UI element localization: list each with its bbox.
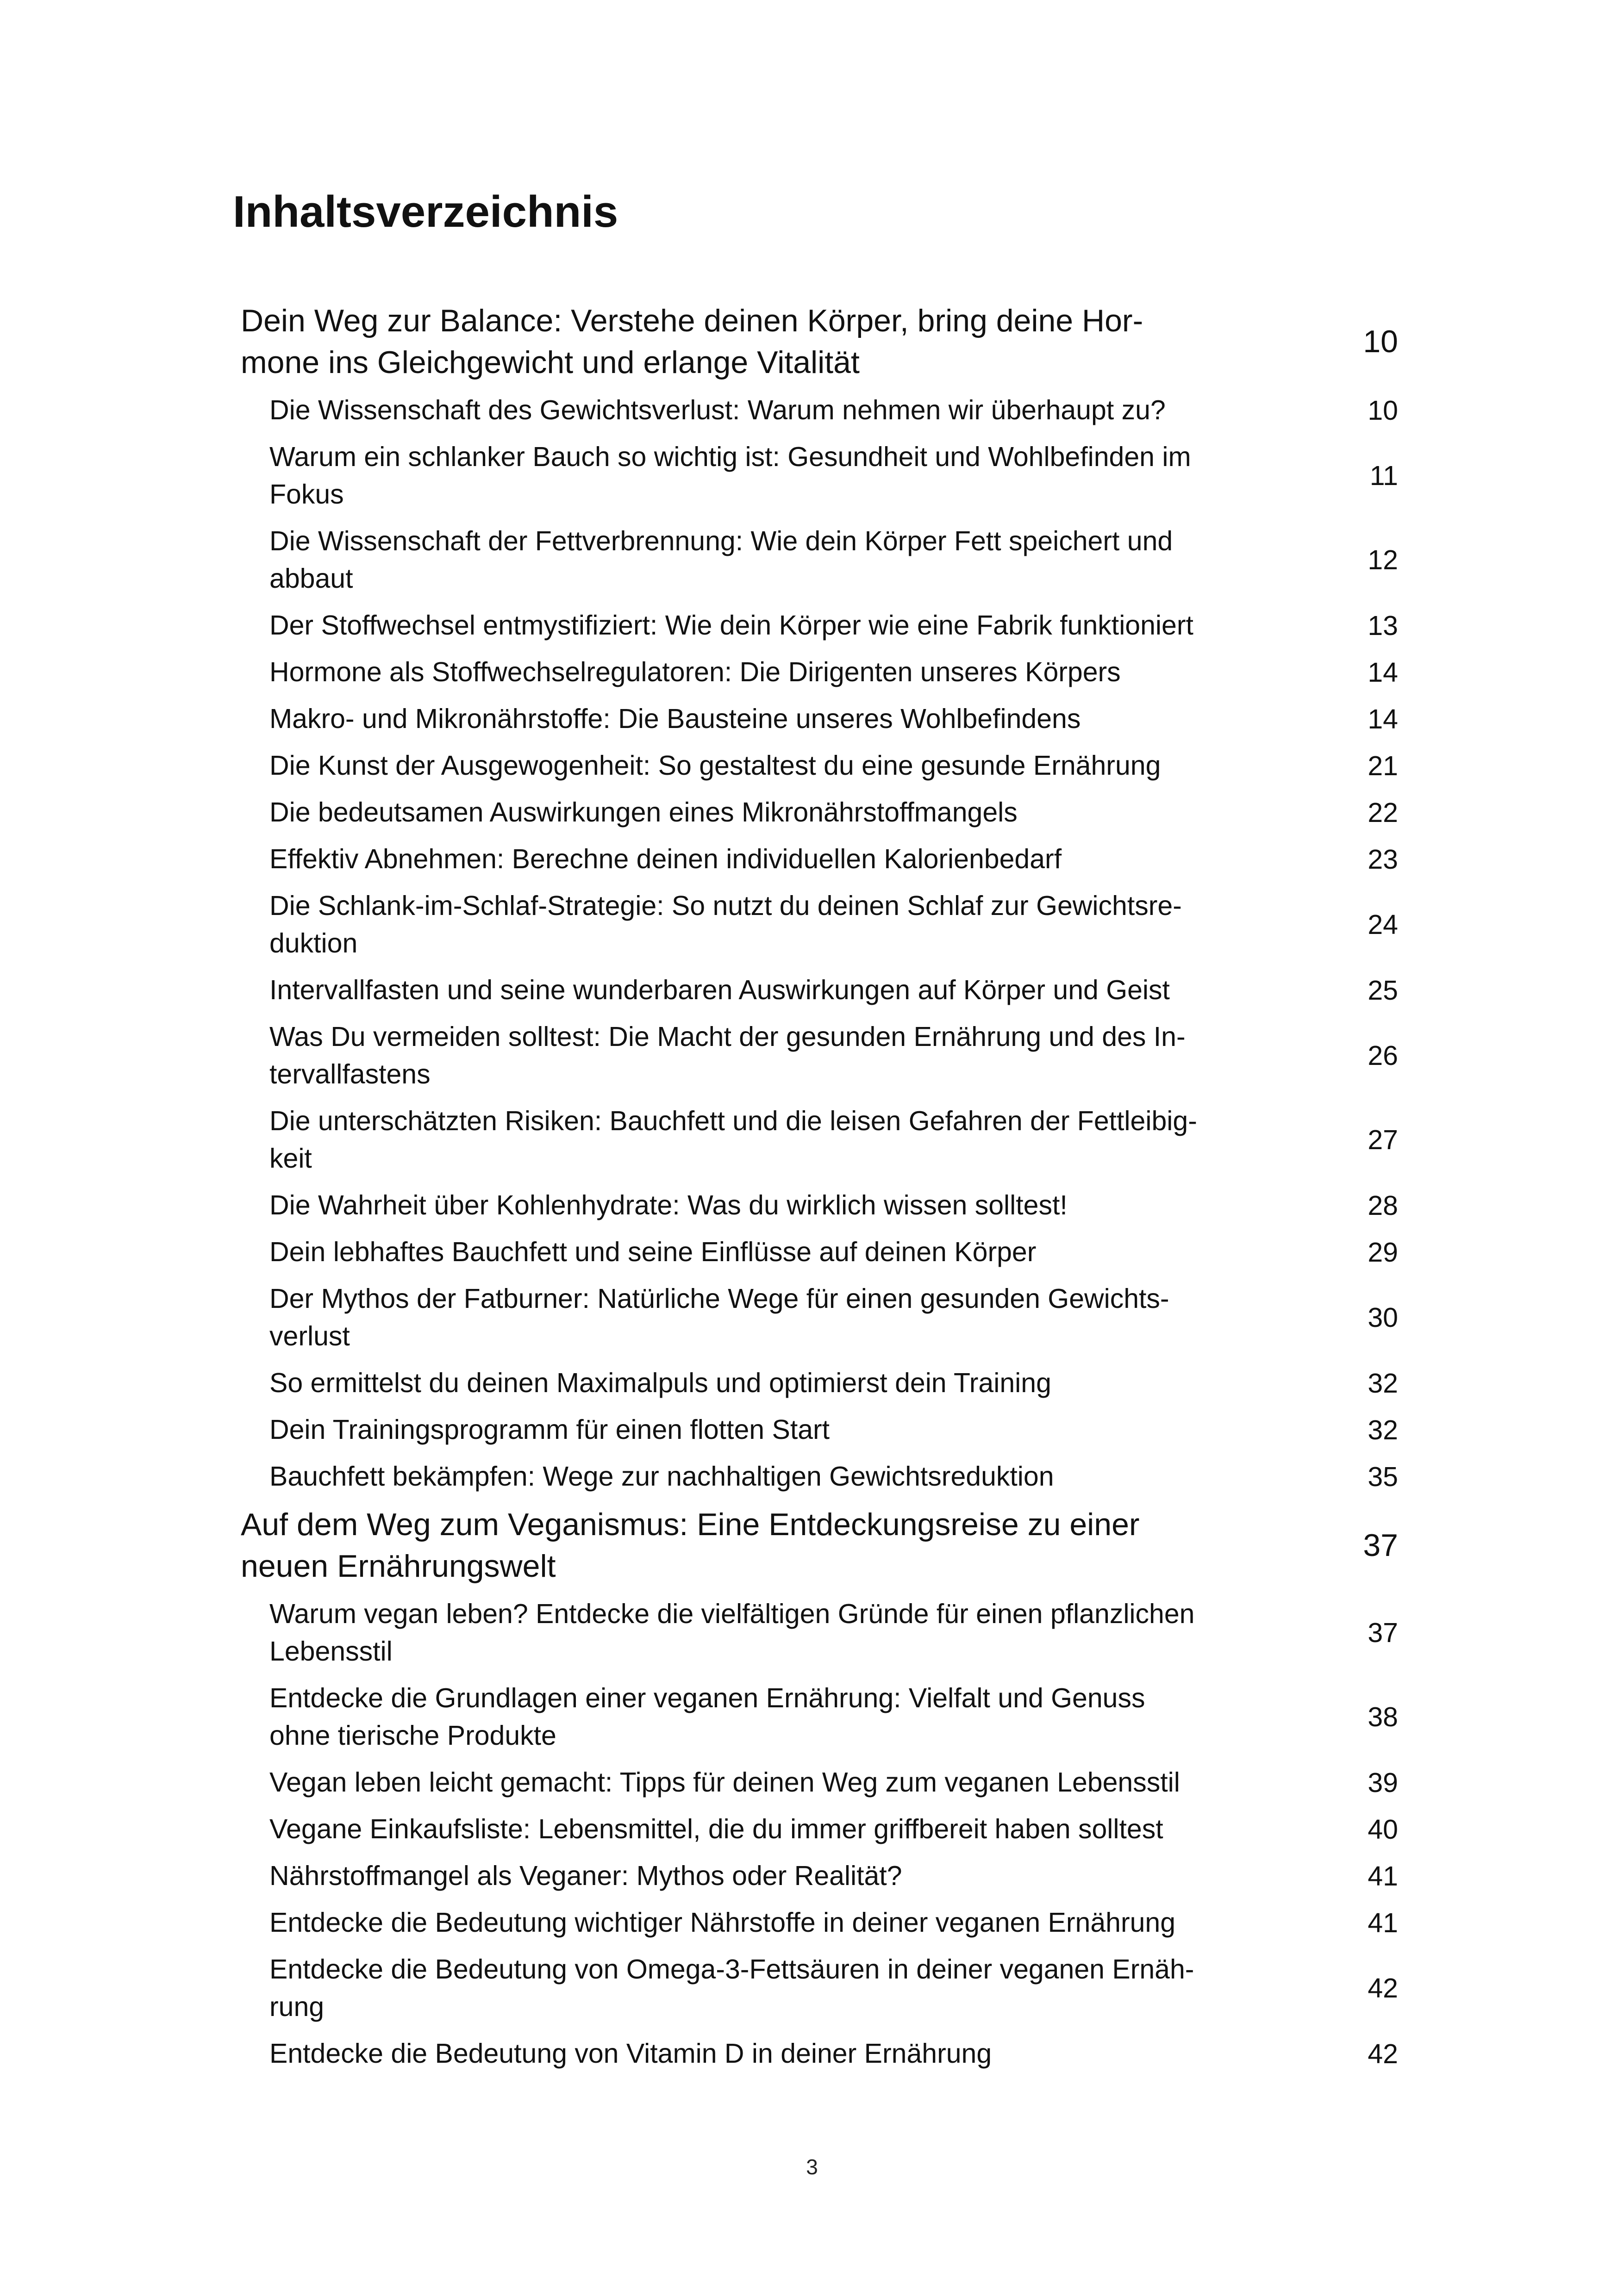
toc-entry-page-number: 41 bbox=[1368, 1860, 1398, 1892]
toc-entry-title-line: Die Wahrheit über Kohlenhydrate: Was du wirklich wissen solltest! bbox=[269, 1190, 1068, 1220]
toc-entry-page-number: 25 bbox=[1368, 975, 1398, 1006]
toc-entry-title-line: Die Wissenschaft der Fettverbrennung: Wie dein Körper Fett speichert und bbox=[269, 526, 1173, 556]
toc-entry-page-number: 12 bbox=[1368, 545, 1398, 575]
toc-entry-page-number: 10 bbox=[1368, 395, 1398, 426]
toc-entry-title-line: Nährstoffmangel als Veganer: Mythos oder Realität? bbox=[269, 1860, 902, 1891]
toc-entry-title bbox=[241, 1504, 1140, 1587]
toc-entry-title bbox=[269, 1595, 1194, 1670]
toc-entry-title bbox=[269, 840, 1062, 878]
toc-section-entry[interactable] bbox=[241, 789, 1398, 836]
toc-entry-title-line: Hormone als Stoffwechselregulatoren: Die Dirigenten unseres Körpers bbox=[269, 657, 1121, 687]
toc-entry-title bbox=[269, 1233, 1036, 1271]
toc-entry-title bbox=[269, 1857, 902, 1895]
toc-entry-page-number: 30 bbox=[1368, 1302, 1398, 1333]
toc-entry-title-line: Die Wissenschaft des Gewichtsverlust: Warum nehmen wir überhaupt zu? bbox=[269, 395, 1166, 425]
toc-entry-title-line: Fokus bbox=[269, 479, 344, 510]
toc-section-entry[interactable] bbox=[241, 696, 1398, 742]
toc-section-entry[interactable] bbox=[241, 1098, 1398, 1182]
toc-section-entry[interactable] bbox=[241, 1899, 1398, 1946]
toc-entry-page-number: 35 bbox=[1368, 1461, 1398, 1492]
toc-entry-title-line: verlust bbox=[269, 1321, 350, 1351]
toc-entry-page-number: 26 bbox=[1368, 1040, 1398, 1071]
toc-entry-page-number: 28 bbox=[1368, 1190, 1398, 1221]
toc-entry-title-line: Intervallfasten und seine wunderbaren Auswirkungen auf Körper und Geist bbox=[269, 975, 1170, 1005]
toc-entry-title bbox=[269, 1764, 1180, 1801]
toc-section-entry[interactable] bbox=[241, 1406, 1398, 1453]
table-of-contents bbox=[241, 296, 1398, 2077]
toc-entry-title bbox=[269, 653, 1121, 691]
toc-entry-title-line: rung bbox=[269, 1991, 325, 2022]
toc-entry-title bbox=[269, 1364, 1051, 1402]
toc-entry-title bbox=[269, 1187, 1068, 1224]
toc-entry-title bbox=[241, 300, 1143, 383]
toc-section-entry[interactable] bbox=[241, 434, 1398, 518]
toc-chapter-entry[interactable] bbox=[241, 1504, 1398, 1587]
toc-title: Inhaltsverzeichnis bbox=[233, 187, 618, 236]
toc-entry-title-line: abbaut bbox=[269, 563, 353, 594]
toc-entry-title-line: ohne tierische Produkte bbox=[269, 1720, 556, 1751]
toc-entry-title-line: Die Schlank-im-Schlaf-Strategie: So nutzt du deinen Schlaf zur Gewichtsre- bbox=[269, 890, 1182, 921]
toc-entry-page-number: 29 bbox=[1368, 1237, 1398, 1268]
toc-entry-page-number: 27 bbox=[1368, 1125, 1398, 1155]
toc-entry-title bbox=[269, 1102, 1197, 1177]
toc-entry-title-line: Lebensstil bbox=[269, 1636, 393, 1667]
toc-entry-page-number: 42 bbox=[1368, 2038, 1398, 2069]
toc-entry-title bbox=[269, 2035, 992, 2072]
toc-entry-title-line: Dein Weg zur Balance: Verstehe deinen Körper, bring deine Hor- bbox=[241, 303, 1143, 338]
toc-section-entry[interactable] bbox=[241, 1675, 1398, 1759]
toc-entry-title-line: Entdecke die Bedeutung von Omega-3-Fettsäuren in deiner veganen Ernäh- bbox=[269, 1954, 1194, 1985]
toc-entry-title-line: Entdecke die Grundlagen einer veganen Ernährung: Vielfalt und Genuss bbox=[269, 1683, 1145, 1713]
toc-section-entry[interactable] bbox=[241, 1453, 1398, 1500]
toc-entry-title bbox=[269, 392, 1166, 429]
toc-section-entry[interactable] bbox=[241, 1759, 1398, 1806]
toc-section-entry[interactable] bbox=[241, 518, 1398, 602]
toc-entry-title-line: Der Mythos der Fatburner: Natürliche Wege für einen gesunden Gewichts- bbox=[269, 1283, 1169, 1314]
toc-section-entry[interactable] bbox=[241, 1014, 1398, 1098]
toc-entry-title-line: Vegane Einkaufsliste: Lebensmittel, die du immer griffbereit haben solltest bbox=[269, 1814, 1163, 1844]
toc-entry-page-number: 22 bbox=[1368, 797, 1398, 828]
toc-entry-title-line: mone ins Gleichgewicht und erlange Vitalität bbox=[241, 345, 860, 380]
toc-entry-title-line: Bauchfett bekämpfen: Wege zur nachhaltigen Gewichtsreduktion bbox=[269, 1461, 1054, 1492]
toc-entry-title-line: Die bedeutsamen Auswirkungen eines Mikronährstoffmangels bbox=[269, 797, 1018, 828]
toc-section-entry[interactable] bbox=[241, 742, 1398, 789]
toc-entry-title-line: Warum ein schlanker Bauch so wichtig ist: Gesundheit und Wohlbefinden im bbox=[269, 442, 1191, 472]
toc-entry-title bbox=[269, 887, 1182, 962]
toc-section-entry[interactable] bbox=[241, 967, 1398, 1014]
toc-section-entry[interactable] bbox=[241, 602, 1398, 649]
toc-entry-page-number: 37 bbox=[1368, 1618, 1398, 1648]
toc-section-entry[interactable] bbox=[241, 883, 1398, 967]
toc-section-entry[interactable] bbox=[241, 387, 1398, 434]
toc-entry-title bbox=[269, 971, 1170, 1009]
toc-entry-title-line: Dein Trainingsprogramm für einen flotten Start bbox=[269, 1414, 830, 1445]
toc-entry-page-number: 11 bbox=[1369, 460, 1398, 491]
toc-entry-page-number: 42 bbox=[1368, 1973, 1398, 2004]
toc-entry-title-line: Was Du vermeiden solltest: Die Macht der gesunden Ernährung und des In- bbox=[269, 1021, 1186, 1052]
toc-entry-page-number: 32 bbox=[1368, 1414, 1398, 1445]
toc-entry-title-line: Makro- und Mikronährstoffe: Die Bausteine unseres Wohlbefindens bbox=[269, 703, 1081, 734]
toc-section-entry[interactable] bbox=[241, 1229, 1398, 1276]
toc-section-entry[interactable] bbox=[241, 1182, 1398, 1229]
toc-entry-page-number: 38 bbox=[1368, 1702, 1398, 1732]
toc-entry-page-number: 14 bbox=[1368, 703, 1398, 734]
toc-entry-page-number: 10 bbox=[1363, 324, 1398, 359]
toc-entry-title bbox=[269, 1018, 1186, 1093]
toc-entry-title-line: Effektiv Abnehmen: Berechne deinen individuellen Kalorienbedarf bbox=[269, 844, 1062, 874]
toc-entry-title-line: duktion bbox=[269, 928, 358, 958]
toc-entry-title bbox=[269, 1280, 1169, 1355]
toc-chapter-entry[interactable] bbox=[241, 300, 1398, 383]
toc-entry-title-line: neuen Ernährungswelt bbox=[241, 1549, 556, 1584]
toc-entry-title bbox=[269, 1904, 1175, 1941]
toc-entry-page-number: 41 bbox=[1368, 1907, 1398, 1938]
toc-entry-page-number: 32 bbox=[1368, 1368, 1398, 1399]
toc-entry-title bbox=[269, 1458, 1054, 1495]
toc-section-entry[interactable] bbox=[241, 1276, 1398, 1360]
toc-entry-title bbox=[269, 1411, 830, 1449]
toc-entry-title-line: Auf dem Weg zum Veganismus: Eine Entdeckungsreise zu einer bbox=[241, 1507, 1140, 1542]
toc-entry-title bbox=[269, 747, 1161, 784]
toc-section-entry[interactable] bbox=[241, 649, 1398, 696]
toc-entry-title bbox=[269, 794, 1018, 831]
toc-entry-title-line: Entdecke die Bedeutung wichtiger Nährstoffe in deiner veganen Ernährung bbox=[269, 1907, 1176, 1938]
toc-entry-title-line: Warum vegan leben? Entdecke die vielfältigen Gründe für einen pflanzlichen bbox=[269, 1599, 1195, 1629]
toc-section-entry[interactable] bbox=[241, 1591, 1398, 1675]
toc-entry-title bbox=[269, 438, 1191, 513]
toc-section-entry[interactable] bbox=[241, 1853, 1398, 1899]
toc-section-entry[interactable] bbox=[241, 2030, 1398, 2077]
toc-section-entry[interactable] bbox=[241, 1806, 1398, 1853]
toc-entry-page-number: 23 bbox=[1368, 844, 1398, 875]
toc-section-entry[interactable] bbox=[241, 1360, 1398, 1406]
page-number: 3 bbox=[806, 2155, 818, 2179]
toc-entry-title-line: So ermittelst du deinen Maximalpuls und optimierst dein Training bbox=[269, 1368, 1051, 1398]
toc-entry-title bbox=[269, 700, 1081, 738]
toc-entry-title-line: keit bbox=[269, 1143, 312, 1174]
toc-entry-title-line: Vegan leben leicht gemacht: Tipps für deinen Weg zum veganen Lebensstil bbox=[269, 1767, 1180, 1798]
toc-entry-title-line: tervallfastens bbox=[269, 1059, 431, 1089]
toc-entry-title-line: Die Kunst der Ausgewogenheit: So gestaltest du eine gesunde Ernährung bbox=[269, 750, 1161, 781]
toc-entry-page-number: 21 bbox=[1368, 750, 1398, 781]
toc-section-entry[interactable] bbox=[241, 1946, 1398, 2030]
toc-section-entry[interactable] bbox=[241, 836, 1398, 883]
toc-entry-title-line: Der Stoffwechsel entmystifiziert: Wie dein Körper wie eine Fabrik funktioniert bbox=[269, 610, 1193, 641]
toc-entry-title-line: Entdecke die Bedeutung von Vitamin D in deiner Ernährung bbox=[269, 2038, 992, 2069]
toc-entry-page-number: 14 bbox=[1368, 657, 1398, 688]
toc-entry-title bbox=[269, 523, 1173, 597]
toc-entry-title bbox=[269, 1680, 1145, 1755]
toc-entry-title bbox=[269, 1811, 1163, 1848]
toc-entry-title-line: Die unterschätzten Risiken: Bauchfett und die leisen Gefahren der Fettleibig- bbox=[269, 1106, 1197, 1136]
toc-entry-title bbox=[269, 607, 1193, 644]
toc-entry-page-number: 39 bbox=[1368, 1767, 1398, 1798]
toc-entry-page-number: 37 bbox=[1363, 1528, 1398, 1563]
toc-entry-page-number: 24 bbox=[1368, 909, 1398, 940]
toc-entry-title-line: Dein lebhaftes Bauchfett und seine Einflüsse auf deinen Körper bbox=[269, 1237, 1037, 1267]
toc-entry-page-number: 40 bbox=[1368, 1814, 1398, 1845]
toc-entry-page-number: 13 bbox=[1368, 610, 1398, 641]
toc-entry-title bbox=[269, 1951, 1194, 2026]
